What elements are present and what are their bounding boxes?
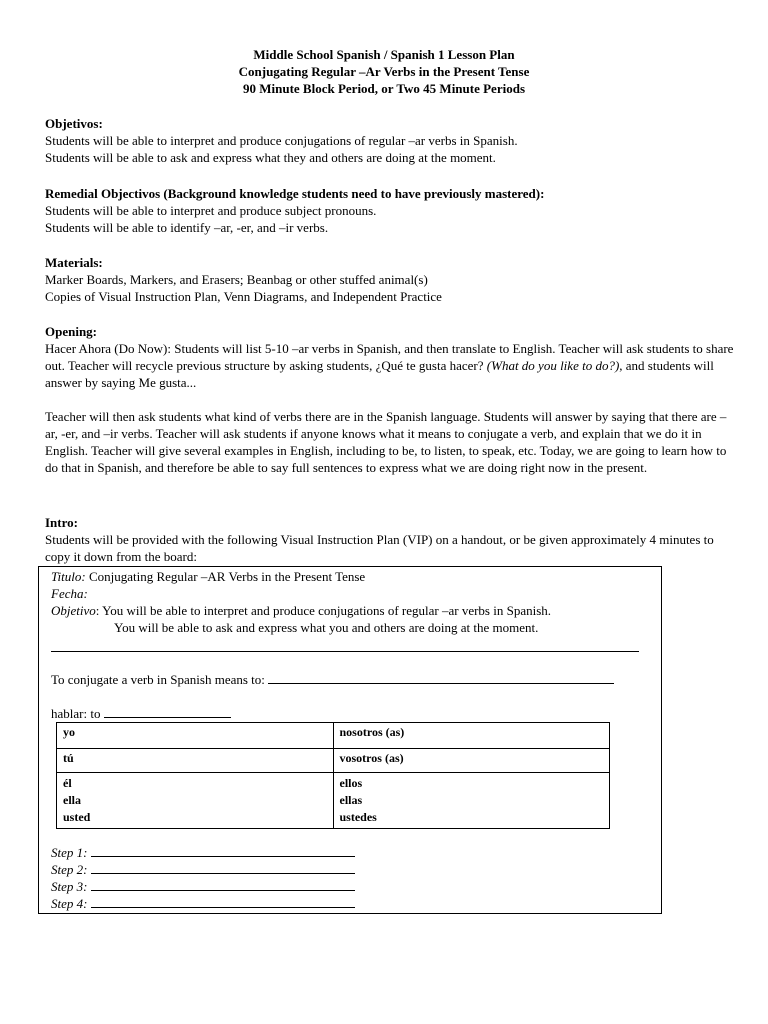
table-row [57, 723, 610, 749]
vip-objetivo-2: You will be able to ask and express what you and others are doing at the moment. [114, 620, 539, 635]
pronoun: yo [63, 725, 75, 739]
pronoun: vosotros (as) [339, 751, 404, 765]
objetivos-section [45, 115, 735, 166]
document-title [0, 46, 768, 97]
titulo-text: Conjugating Regular –AR Verbs in the Present Tense [85, 569, 366, 584]
remedial-section [45, 185, 735, 236]
vosotros-cell[interactable] [333, 749, 610, 773]
step-label: Step 4: [51, 896, 88, 911]
opening-p1-end: , and students will answer by saying Me gusta... [45, 358, 714, 390]
pronoun: nosotros (as) [339, 725, 405, 739]
conjugate-answer-blank[interactable] [268, 671, 614, 684]
objetivo-line-1: : You will be able to interpret and produce conjugations of regular –ar verbs in Spanish. [95, 603, 552, 618]
objetivos-heading: Objetivos: [45, 116, 103, 131]
step-4-blank[interactable] [91, 895, 355, 908]
title-line-3: 90 Minute Block Period, or Two 45 Minute Periods [242, 81, 525, 96]
title-line-2: Conjugating Regular –Ar Verbs in the Present Tense [238, 64, 530, 79]
conjugation-table [56, 722, 610, 829]
materials-section [45, 254, 735, 305]
vip-fecha: Fecha: [51, 586, 88, 601]
pronoun: ellos [339, 776, 363, 790]
hablar-prompt [51, 705, 231, 722]
opening-section [45, 323, 735, 476]
hablar-prompt-text: hablar: to [51, 706, 104, 721]
materials-heading: Materials: [45, 255, 103, 270]
step-1 [51, 844, 355, 861]
objetivo-label: Objetivo [51, 603, 96, 618]
yo-cell[interactable] [57, 723, 334, 749]
pronoun: ustedes [339, 810, 377, 824]
vip-divider-line [51, 651, 639, 652]
conjugate-prompt-text: To conjugate a verb in Spanish means to: [51, 672, 269, 687]
visual-instruction-plan-box [38, 566, 662, 914]
tu-cell[interactable] [57, 749, 334, 773]
step-label: Step 1: [51, 845, 88, 860]
pronoun: él [63, 776, 72, 790]
opening-heading: Opening: [45, 324, 98, 339]
step-4 [51, 895, 355, 912]
titulo-label: Titulo: [51, 569, 86, 584]
nosotros-cell[interactable] [333, 723, 610, 749]
conjugate-prompt [51, 671, 614, 688]
ellos-ellas-ustedes-cell[interactable] [333, 773, 610, 829]
hablar-answer-blank[interactable] [104, 705, 231, 718]
step-3-blank[interactable] [91, 878, 355, 891]
opening-paragraph-1 [45, 340, 735, 391]
opening-paragraph-2: Teacher will then ask students what kind of verbs there are in the Spanish language. Students will answer by saying that there are –ar, -er, and –ir verbs. Teacher will ask students if anyone knows what it means to conjugate a verb, and explain that we do it in English. Teacher will give several examples in English, including to be, to listen, to speak, etc. Today, we are going to learn how to do that in Spanish, and therefore be able to say full sentences to express what we are doing right now in the present. [45, 409, 727, 475]
step-2 [51, 861, 355, 878]
step-2-blank[interactable] [91, 861, 355, 874]
pronoun: usted [63, 810, 91, 824]
step-3 [51, 878, 355, 895]
table-row [57, 749, 610, 773]
objetivos-line-2: Students will be able to ask and express what they and others are doing at the moment. [45, 150, 496, 165]
step-label: Step 3: [51, 879, 88, 894]
table-row [57, 773, 610, 829]
pronoun: ellas [339, 793, 363, 807]
remedial-heading: Remedial Objectivos (Background knowledge students need to have previously mastered): [45, 186, 545, 201]
opening-p1-italic: (What do you like to do?) [486, 358, 620, 373]
intro-section [45, 514, 735, 565]
intro-heading: Intro: [45, 515, 78, 530]
materials-line-1: Marker Boards, Markers, and Erasers; Beanbag or other stuffed animal(s) [45, 272, 428, 287]
step-1-blank[interactable] [91, 844, 355, 857]
pronoun: ella [63, 793, 81, 807]
vip-objetivo-1 [51, 602, 551, 619]
step-label: Step 2: [51, 862, 88, 877]
objetivos-line-1: Students will be able to interpret and produce conjugations of regular –ar verbs in Spanish. [45, 133, 518, 148]
opening-p1-text: Hacer Ahora (Do Now): Students will list 5-10 –ar verbs in Spanish, and then translate to English. Teacher will ask students to share out. Teacher will recycle previous structure by asking students, ¿Qué te gusta hacer? [45, 341, 734, 373]
vip-titulo [51, 568, 365, 585]
title-line-1: Middle School Spanish / Spanish 1 Lesson Plan [253, 47, 515, 62]
remedial-line-1: Students will be able to interpret and produce subject pronouns. [45, 203, 377, 218]
el-ella-usted-cell[interactable] [57, 773, 334, 829]
pronoun: tú [63, 751, 74, 765]
remedial-line-2: Students will be able to identify –ar, -er, and –ir verbs. [45, 220, 329, 235]
intro-text: Students will be provided with the following Visual Instruction Plan (VIP) on a handout, or be given approximately 4 minutes to copy it down from the board: [45, 532, 714, 564]
materials-line-2: Copies of Visual Instruction Plan, Venn Diagrams, and Independent Practice [45, 289, 442, 304]
